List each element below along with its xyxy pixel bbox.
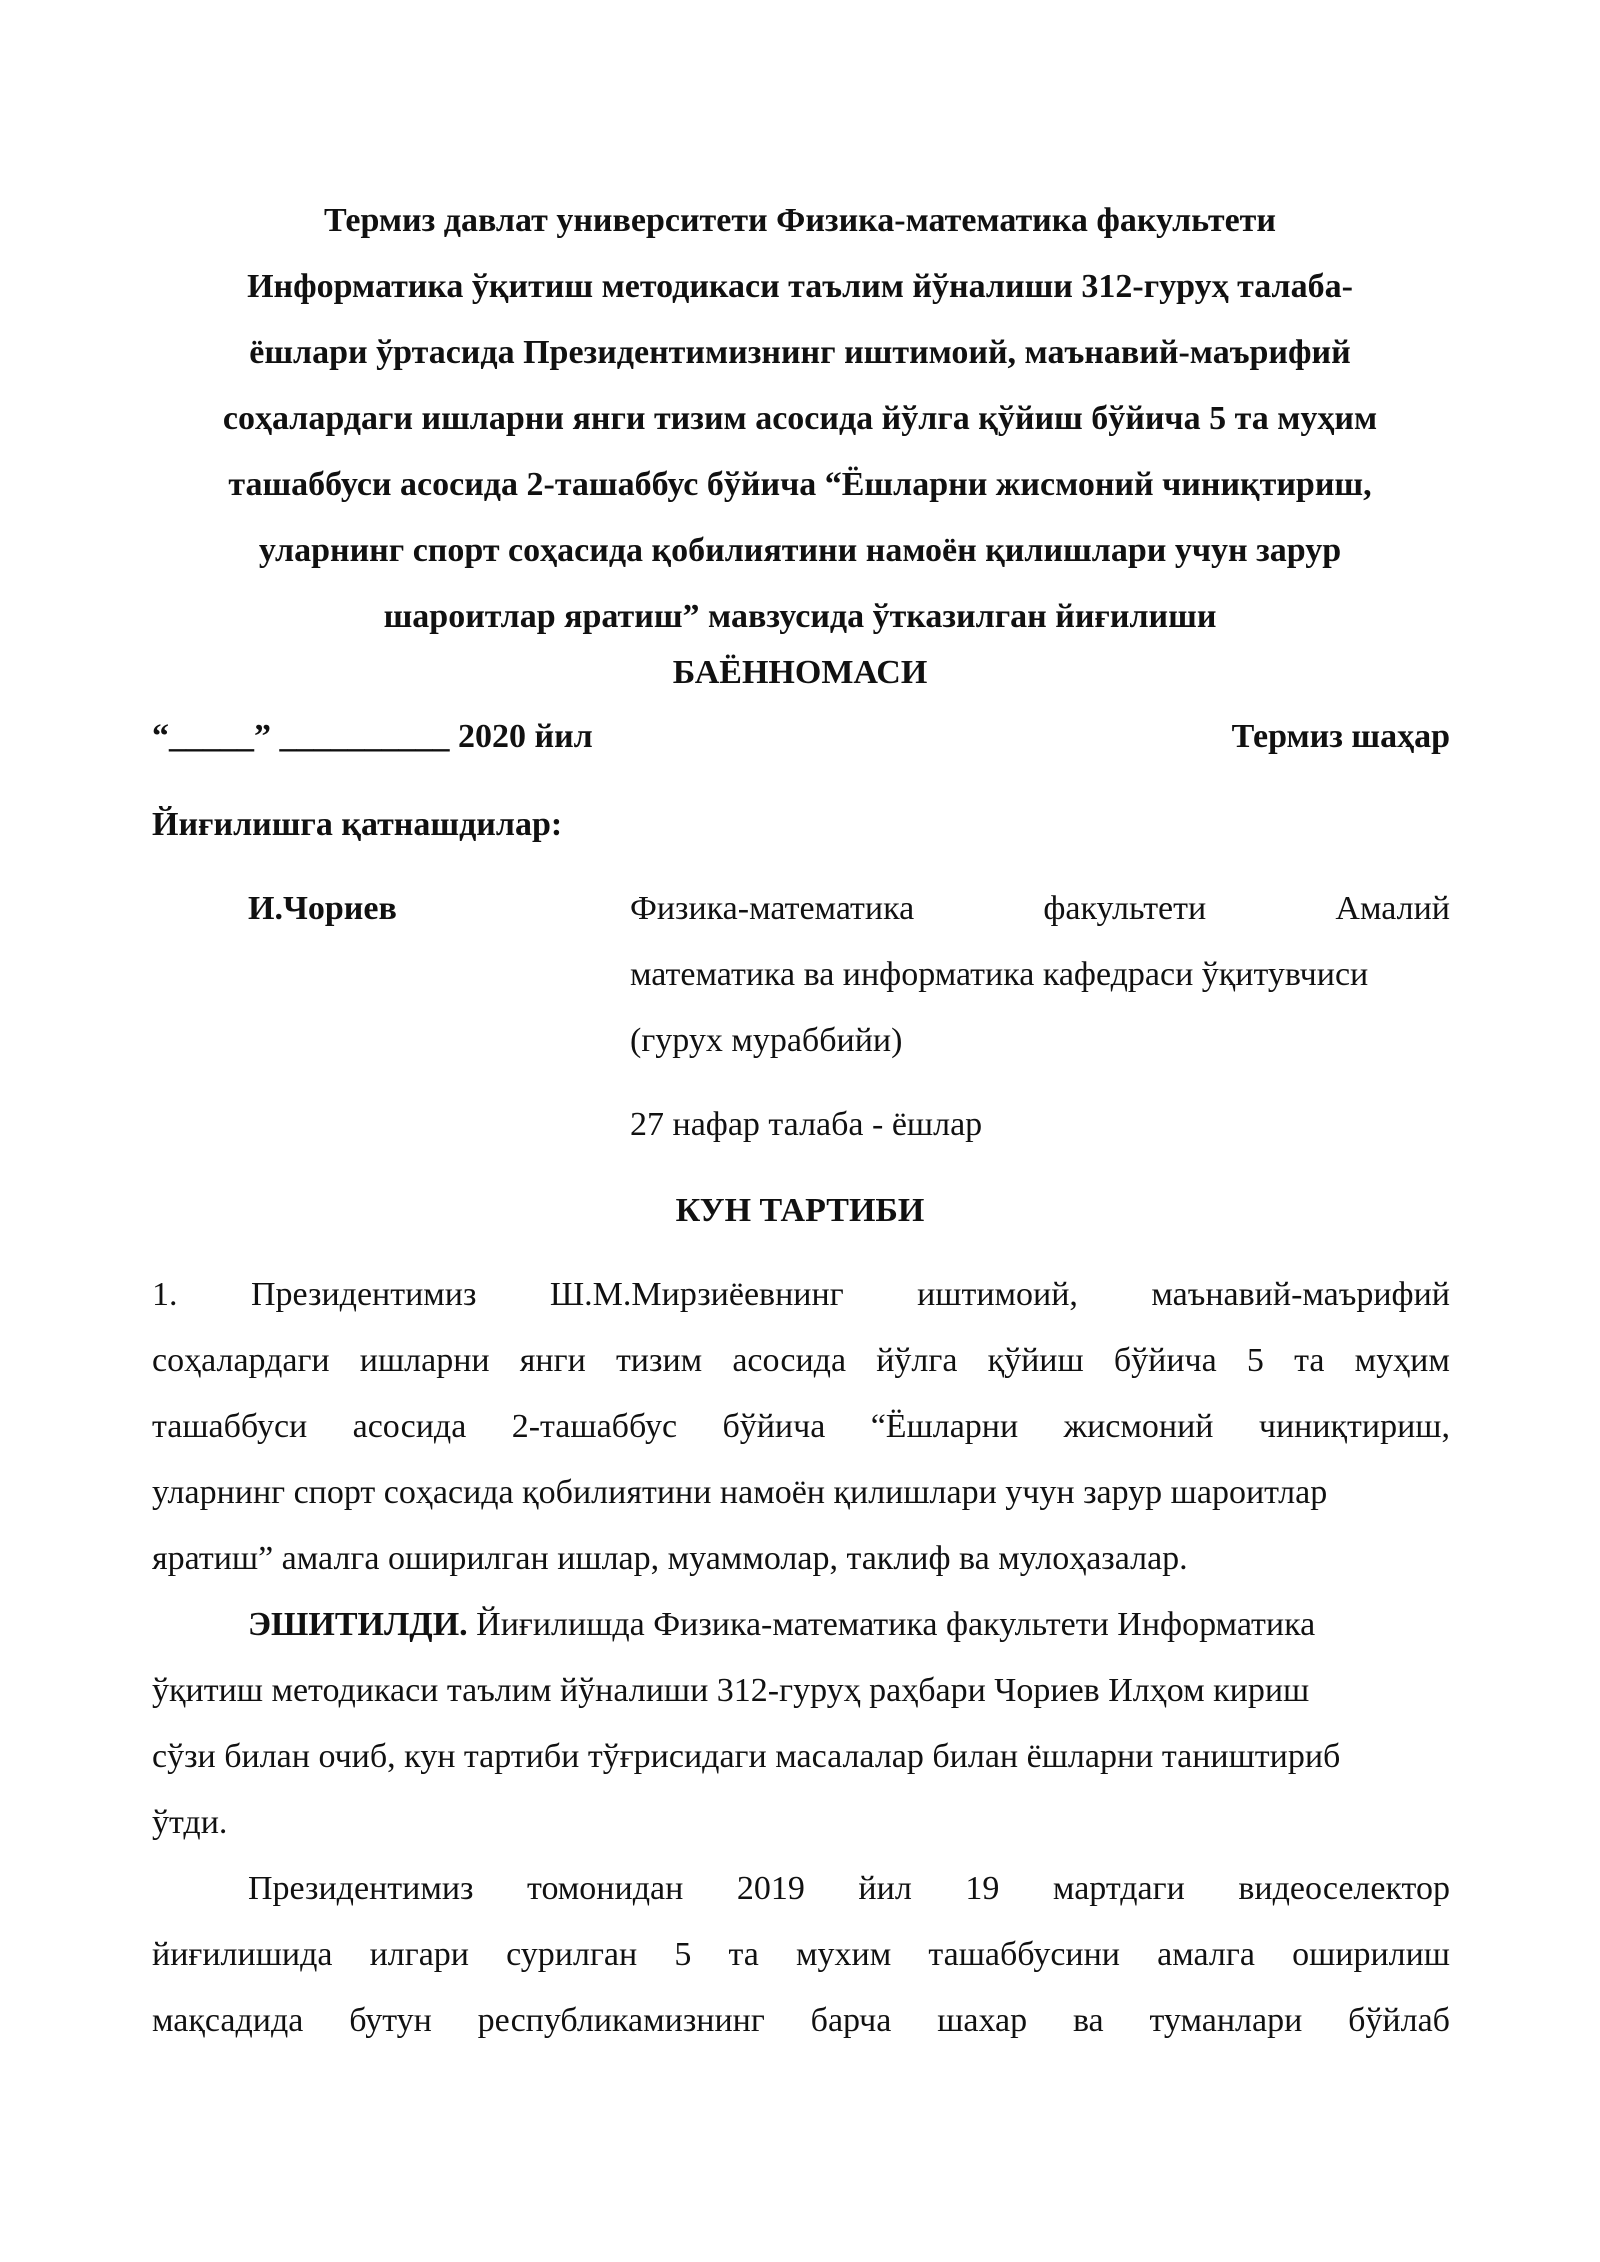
word: 5 <box>674 1936 692 1973</box>
heading-line: Термиз давлат университети Физика-математика факультети <box>324 202 1276 239</box>
word: Ш.М.Мирзиёевнинг <box>549 1276 844 1313</box>
heading-line: уларнинг спорт соҳасида қобилиятини намоён қилишлари учун зарур <box>258 532 1342 569</box>
paragraph-line <box>152 1922 1450 1988</box>
agenda-line: яратиш” амалга оширилган ишлар, муаммолар, таклиф ва мулоҳазалар. <box>152 1540 1188 1577</box>
word: бутун <box>349 2002 432 2039</box>
agenda-line <box>152 1328 1450 1394</box>
word: йўлга <box>876 1342 958 1379</box>
attendee-role <box>630 876 1450 1074</box>
attendee-role-line: (гурух мураббийи) <box>630 1022 903 1059</box>
agenda-line: уларнинг спорт соҳасида қобилиятини намоён қилишлари учун зарур шароитлар <box>152 1474 1328 1511</box>
word: маънавий-маърифий <box>1151 1276 1450 1313</box>
heard-line: ўқитиш методикаси таълим йўналиши 312-гуруҳ раҳбари Чориев Илҳом кириш <box>152 1672 1310 1709</box>
paragraph-line <box>152 1856 1450 1922</box>
meeting-date: “_____” __________ 2020 йил <box>152 718 593 755</box>
word: сурилган <box>506 1936 638 1973</box>
word: факультети <box>1043 890 1207 927</box>
word: мақсадида <box>152 2002 304 2039</box>
word: асосида <box>352 1408 467 1445</box>
heading-line: соҳалардаги ишларни янги тизим асосида йўлга қўйиш бўйича 5 та муҳим <box>222 400 1378 437</box>
word: йил <box>858 1870 912 1907</box>
word: қўйиш <box>987 1342 1084 1379</box>
word: амалга <box>1157 1936 1255 1973</box>
word: туманлари <box>1149 2002 1303 2039</box>
word: шахар <box>937 2002 1028 2039</box>
participants-label: Йиғилишга қатнашдилар: <box>152 806 563 843</box>
word: 2-ташаббус <box>511 1408 678 1445</box>
meeting-place: Термиз шаҳар <box>1231 718 1450 755</box>
word: оширилиш <box>1292 1936 1450 1973</box>
word: Физика-математика <box>630 890 915 927</box>
agenda-item <box>152 1262 1450 1592</box>
heard-line: ўтди. <box>152 1804 228 1841</box>
attendee-count: 27 нафар талаба - ёшлар <box>630 1106 983 1143</box>
word: 1. <box>152 1276 178 1313</box>
attendee-role-line <box>630 876 1450 942</box>
word: 5 <box>1246 1342 1264 1379</box>
heard-label: ЭШИТИЛДИ. <box>248 1606 468 1643</box>
word: Амалий <box>1335 890 1450 927</box>
attendee-name: И.Чориев <box>248 890 397 927</box>
word: бўйлаб <box>1348 2002 1450 2039</box>
heard-line-rest: Йиғилишда Физика-математика факультети Информатика <box>476 1606 1316 1643</box>
word: йиғилишида <box>152 1936 333 1973</box>
word: 19 <box>965 1870 1000 1907</box>
heard-paragraph <box>152 1592 1450 1856</box>
heading-line: ташаббуси асосида 2-ташаббус бўйича “Ёшларни жисмоний чиниқтириш, <box>228 466 1372 503</box>
paragraph-line <box>152 1988 1450 2054</box>
word: та <box>728 1936 759 1973</box>
word: тизим <box>615 1342 703 1379</box>
word: бўйича <box>722 1408 826 1445</box>
document-heading <box>150 188 1450 650</box>
heard-line <box>152 1592 1450 1658</box>
agenda-line <box>152 1262 1450 1328</box>
word: “Ёшларни <box>870 1408 1019 1445</box>
agenda-title: КУН ТАРТИБИ <box>675 1192 925 1229</box>
word: видеоселектор <box>1238 1870 1450 1907</box>
word: та <box>1294 1342 1325 1379</box>
word: ташаббуси <box>152 1408 308 1445</box>
word: Президентимиз <box>248 1870 474 1907</box>
heading-line: ёшлари ўртасида Президентимизнинг иштимоий, маънавий-маърифий <box>249 334 1351 371</box>
agenda-line <box>152 1394 1450 1460</box>
word: мартдаги <box>1052 1870 1185 1907</box>
word: 2019 <box>736 1870 805 1907</box>
word: Президентимиз <box>250 1276 477 1313</box>
heading-line: Информатика ўқитиш методикаси таълим йўналиши 312-гуруҳ талаба- <box>247 268 1353 305</box>
word: мухим <box>796 1936 892 1973</box>
word: бўйича <box>1113 1342 1217 1379</box>
word: ишларни <box>359 1342 490 1379</box>
document-title: БАЁННОМАСИ <box>672 654 928 691</box>
heading-line: шароитлар яратиш” мавзусида ўтказилган йиғилиши <box>383 598 1217 635</box>
word: республикамизнинг <box>477 2002 765 2039</box>
word: ва <box>1072 2002 1104 2039</box>
president-paragraph <box>152 1856 1450 2054</box>
word: илгари <box>369 1936 470 1973</box>
heard-line: сўзи билан очиб, кун тартиби тўғрисидаги масалалар билан ёшларни таништириб <box>152 1738 1341 1775</box>
word: асосида <box>732 1342 847 1379</box>
word: иштимоий, <box>917 1276 1078 1313</box>
attendee-role-line: математика ва информатика кафедраси ўқитувчиси <box>630 956 1369 993</box>
word: жисмоний <box>1063 1408 1214 1445</box>
word: ташаббусини <box>928 1936 1120 1973</box>
word: соҳалардаги <box>152 1342 330 1379</box>
word: чиниқтириш, <box>1258 1408 1450 1445</box>
word: томонидан <box>527 1870 684 1907</box>
word: муҳим <box>1354 1342 1450 1379</box>
word: янги <box>519 1342 586 1379</box>
word: барча <box>810 2002 892 2039</box>
